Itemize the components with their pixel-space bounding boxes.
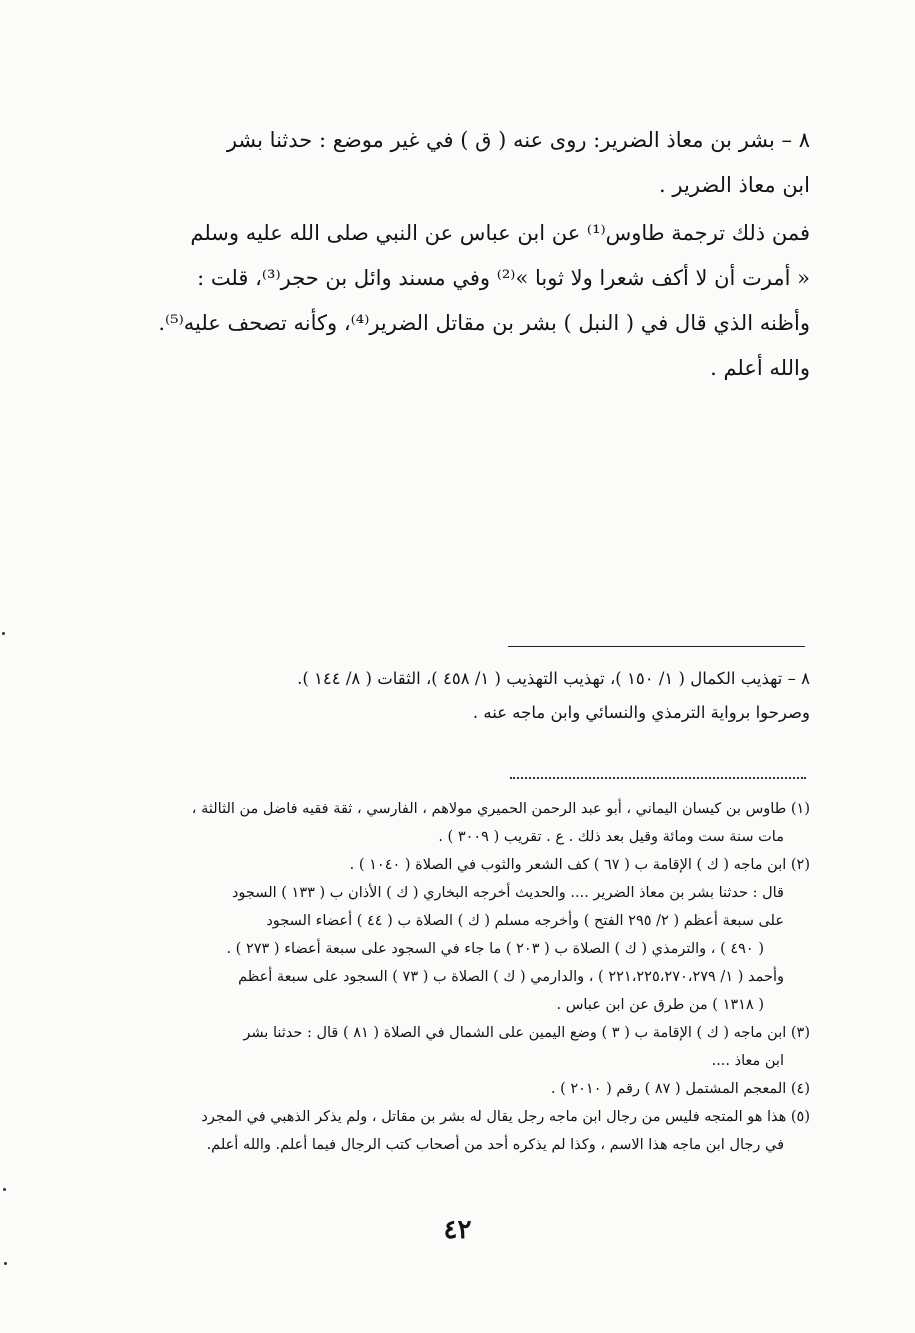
section-reference-note [110, 662, 810, 730]
text-line: فمن ذلك ترجمة طاوس⁽¹⁾ عن ابن عباس عن النبي صلى الله عليه وسلم [190, 221, 810, 245]
text-line: في رجال ابن ماجه هذا الاسم ، وكذا لم يذكره أحد من أصحاب كتب الرجال فيما أعلم. والله أعلم. [206, 1137, 784, 1153]
footnotes [110, 795, 810, 1159]
footnote-4 [110, 1075, 810, 1103]
footnote-2 [110, 851, 810, 879]
text-line: ابن معاذ .... [711, 1053, 784, 1069]
footnote-separator [508, 646, 805, 647]
text-line: وصرحوا برواية الترمذي والنسائي وابن ماجه عنه . [472, 703, 810, 722]
entry-8-paragraph [110, 118, 810, 208]
text-line: مات سنة ست ومائة وقيل بعد ذلك . ع . تقريب ( ٣٠٠٩ ) . [438, 829, 784, 845]
page-number: ٤٢ [443, 1215, 472, 1245]
text-line: ابن معاذ الضرير . [659, 173, 810, 197]
footnote-1 [110, 795, 810, 851]
text-line: وأظنه الذي قال في ( النبل ) بشر بن مقاتل الضرير⁽⁴⁾، وكأنه تصحف عليه⁽⁵⁾. [158, 311, 810, 335]
scan-speck [2, 632, 5, 635]
text-line: (٣) ابن ماجه ( ك ) الإقامة ب ( ٣ ) وضع اليمين على الشمال في الصلاة ( ٨١ ) قال : حدثنا بشر [243, 1025, 810, 1041]
text-line: (٤) المعجم المشتمل ( ٨٧ ) رقم ( ٢٠١٠ ) . [550, 1081, 810, 1097]
text-line: وأحمد ( ١/ ٢٢١،٢٢٥،٢٧٠،٢٧٩ ) ، والدارمي ( ك ) الصلاة ب ( ٧٣ ) السجود على سبعة أعظم [238, 969, 784, 985]
text-line: والله أعلم . [710, 356, 810, 380]
text-line: ٨ – تهذيب الكمال ( ١/ ١٥٠ )، تهذيب التهذيب ( ١/ ٤٥٨ )، الثقات ( ٨/ ١٤٤ ). [297, 669, 810, 688]
dotted-separator [510, 777, 806, 779]
text-line: (١) طاوس بن كيسان اليماني ، أبو عبد الرحمن الحميري مولاهم ، الفارسي ، ثقة فقيه فاضل من الثالثة ، [191, 801, 810, 817]
text-line: (٢) ابن ماجه ( ك ) الإقامة ب ( ٦٧ ) كف الشعر والثوب في الصلاة ( ١٠٤٠ ) . [349, 857, 810, 873]
text-line: ( ١٣١٨ ) من طرق عن ابن عباس . [556, 997, 764, 1013]
text-line: على سبعة أعظم ( ٢/ ٢٩٥ الفتح ) وأخرجه مسلم ( ك ) الصلاة ب ( ٤٤ ) أعضاء السجود [266, 913, 784, 929]
text-line: ٨ – بشر بن معاذ الضرير: روى عنه ( ق ) في غير موضع : حدثنا بشر [226, 128, 810, 152]
scan-speck [3, 1188, 6, 1191]
footnote-2-quote [110, 879, 810, 1019]
commentary-paragraph [110, 211, 810, 391]
text-line: « أمرت أن لا أكف شعرا ولا ثوبا »⁽²⁾ وفي مسند وائل بن حجر⁽³⁾، قلت : [197, 266, 810, 290]
text-line: قال : حدثنا بشر بن معاذ الضرير .... والحديث أخرجه البخاري ( ك ) الأذان ب ( ١٣٣ ) السجود [231, 885, 784, 901]
footnote-5 [110, 1103, 810, 1159]
text-line: ( ٤٩٠ ) ، والترمذي ( ك ) الصلاة ب ( ٢٠٣ ) ما جاء في السجود على سبعة أعضاء ( ٢٧٣ ) . [226, 941, 764, 957]
scan-speck [4, 1262, 7, 1265]
footnote-3 [110, 1019, 810, 1075]
text-line: (٥) هذا هو المتجه فليس من رجال ابن ماجه رجل يقال له بشر بن مقاتل ، ولم يذكر الذهبي في المجرد [201, 1109, 810, 1125]
